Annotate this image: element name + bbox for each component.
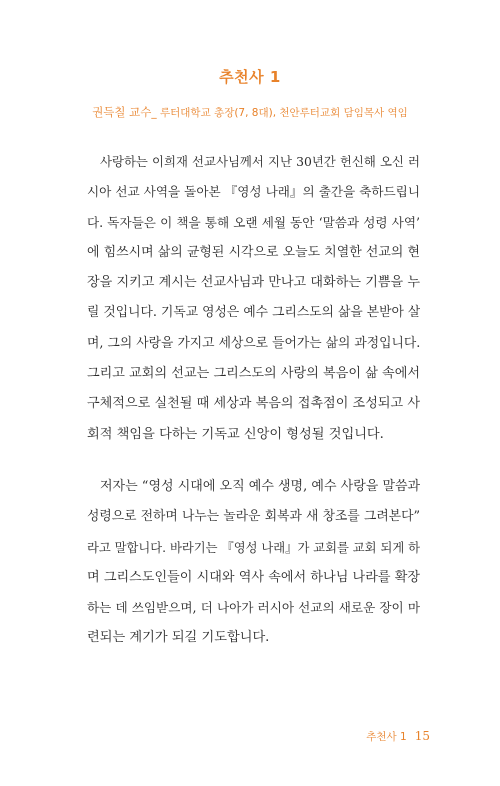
author-affiliation: _ 루터대학교 총장(7, 8대), 천안루터교회 담임목사 역임: [151, 107, 408, 119]
author-name: 권득칠 교수: [92, 105, 152, 119]
text-line: 며 그리스도인들이 시대와 역사 속에서 하나님 나라를 확장: [87, 569, 420, 585]
text-line: 시아 선교 사역을 돌아본 『영성 나래』의 출간을 축하드립니: [87, 184, 420, 200]
paragraph-2: [87, 472, 420, 654]
text-line: 하는 데 쓰임받으며, 더 나아가 러시아 선교의 새로운 장이 마: [87, 600, 420, 616]
text-line: 성령으로 전하며 나누는 놀라운 회복과 새 창조를 그려본다”: [87, 509, 420, 525]
page-footer: [366, 729, 430, 744]
text-line: 회적 책임을 다하는 기독교 신앙이 형성될 것입니다.: [87, 426, 384, 442]
section-title: 추천사 1: [219, 68, 281, 86]
text-line: 구체적으로 실천될 때 세상과 복음의 접촉점이 조성되고 사: [87, 396, 420, 412]
footer-section-label: 추천사 1: [366, 731, 407, 743]
text-line: 그리고 교회의 선교는 그리스도의 사랑의 복음이 삶 속에서: [87, 366, 420, 382]
text-line: 며, 그의 사랑을 가지고 세상으로 들어가는 삶의 과정입니다.: [87, 335, 420, 351]
text-line: 련되는 계기가 되길 기도합니다.: [87, 630, 270, 646]
text-line: 릴 것입니다. 기독교 영성은 예수 그리스도의 삶을 본받아 살: [87, 305, 420, 321]
text-line: 저자는 “영성 시대에 오직 예수 생명, 예수 사랑을 말씀과: [100, 479, 420, 494]
author-byline: [0, 104, 500, 120]
text-line: 라고 말합니다. 바라기는 『영성 나래』가 교회를 교회 되게 하: [87, 540, 420, 555]
text-line: 다. 독자들은 이 책을 통해 오랜 세월 동안 ‘말씀과 성령 사역’: [87, 214, 420, 230]
paragraph-1: [87, 147, 420, 450]
text-line: 사랑하는 이희재 선교사님께서 지난 30년간 헌신해 오신 러: [100, 154, 420, 169]
page-number: 15: [414, 729, 430, 743]
text-line: 장을 지키고 계시는 선교사님과 만나고 대화하는 기쁨을 누: [87, 275, 420, 291]
text-line: 에 힘쓰시며 삶의 균형된 시각으로 오늘도 치열한 선교의 현: [87, 244, 420, 260]
